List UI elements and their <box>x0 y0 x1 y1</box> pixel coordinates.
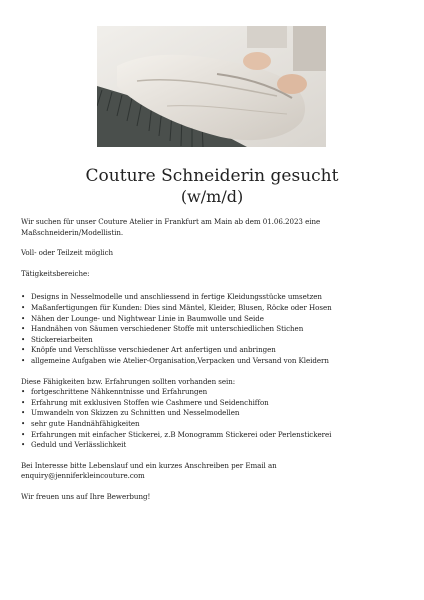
list-item: • Handnähen von Säumen verschiedener Stoffe mit unterschiedlichen Stichen <box>21 324 411 335</box>
list-item: • Geduld und Verlässlichkeit <box>21 440 411 451</box>
tailor-sewing-photo <box>97 26 326 147</box>
list-item: • sehr gute Handnähfähigkeiten <box>21 419 411 430</box>
intro-text: Wir suchen für unser Couture Atelier in Frankfurt am Main ab dem 01.06.2023 eine Maßschneiderin/Modellistin. <box>21 217 321 237</box>
list-item: • allgemeine Aufgaben wie Atelier-Organisation,Verpacken und Versand von Kleidern <box>21 356 411 367</box>
employment-text: Voll- oder Teilzeit möglich <box>21 248 114 258</box>
list-item: • Maßanfertigungen für Kunden: Dies sind Mäntel, Kleider, Blusen, Röcke oder Hosen <box>21 303 411 314</box>
list-item: • Erfahrung mit exklusiven Stoffen wie Cashmere und Seidenchiffon <box>21 398 411 409</box>
list-item: • Stickereiarbeiten <box>21 335 411 346</box>
list-item: • Knöpfe und Verschlüsse verschiedener Art anfertigen und anbringen <box>21 345 411 356</box>
contact-email[interactable]: enquiry@jenniferkleincouture.com <box>21 471 145 481</box>
list-item: • Umwandeln von Skizzen zu Schnitten und Nesselmodellen <box>21 408 411 419</box>
contact-text: Bei Interesse bitte Lebenslauf und ein kurzes Anschreiben per Email an <box>21 460 277 470</box>
list-item: • Erfahrungen mit einfacher Stickerei, z.B Monogramm Stickerei oder Perlenstickerei <box>21 430 411 441</box>
page-title: Couture Schneiderin gesucht <box>85 166 339 186</box>
list-item: • fortgeschrittene Nähkenntnisse und Erfahrungen <box>21 387 411 398</box>
list-item: • Nähen der Lounge- und Nightwear Linie in Baumwolle und Seide <box>21 314 411 325</box>
page-subtitle: (w/m/d) <box>180 187 244 206</box>
skills-heading: Diese Fähigkeiten bzw. Erfahrungen sollten vorhanden sein: <box>21 376 236 386</box>
tasks-heading: Tätigkeitsbereiche: <box>21 268 90 278</box>
skills-list <box>21 387 411 451</box>
list-item: • Designs in Nesselmodelle und anschliessend in fertige Kleidungsstücke umsetzen <box>21 292 411 303</box>
posting-body <box>21 217 411 502</box>
tasks-list <box>21 292 411 366</box>
closing-text: Wir freuen uns auf Ihre Bewerbung! <box>21 491 151 501</box>
